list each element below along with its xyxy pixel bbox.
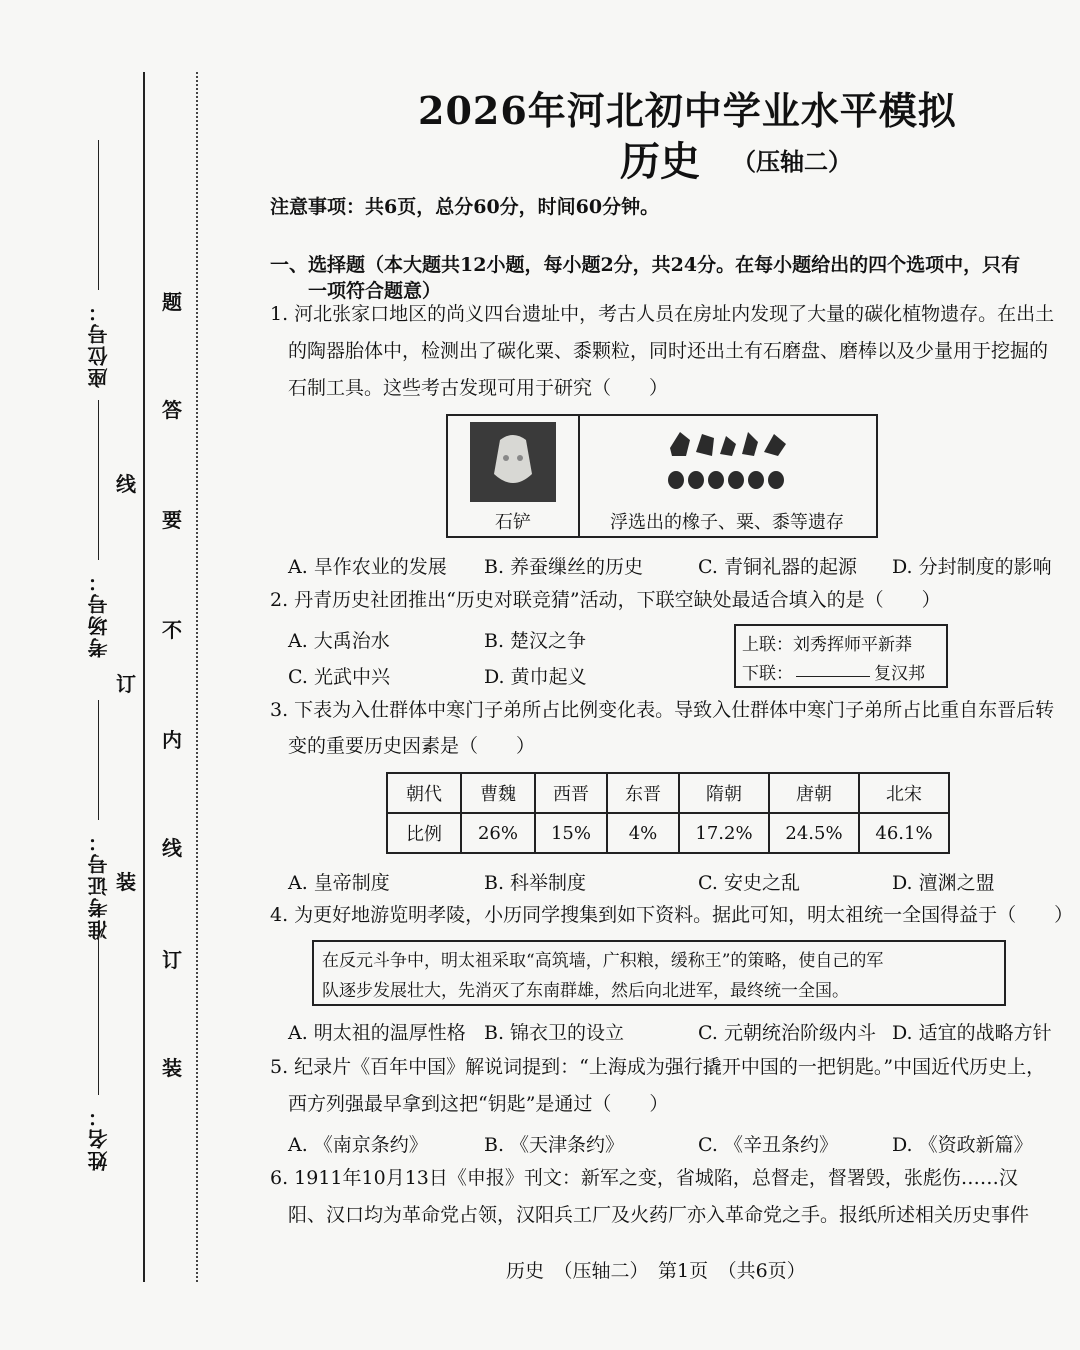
q1-option-d[interactable]: D. 分封制度的影响: [892, 556, 1052, 578]
q2-option-b[interactable]: B. 楚汉之争: [484, 630, 587, 652]
couplet-lower-suffix: 复汉邦: [874, 664, 925, 684]
table-cell: 46.1%: [859, 813, 949, 853]
warning-char-1: 题: [162, 290, 182, 314]
couplet-upper: 上联：刘秀挥师平新莽: [742, 635, 912, 655]
q3-option-c[interactable]: C. 安史之乱: [698, 872, 800, 894]
binding-char-bind: 订: [116, 672, 136, 696]
name-label: 姓名：: [87, 1105, 111, 1171]
q5-option-a[interactable]: A. 《南京条约》: [288, 1134, 428, 1156]
q4-option-d[interactable]: D. 适宜的战略方针: [892, 1022, 1052, 1044]
table-row: [387, 773, 949, 813]
table-cell: 26%: [461, 813, 535, 853]
name-blank[interactable]: [98, 935, 99, 1095]
table-header-cell: 唐朝: [769, 773, 859, 813]
q1-right-caption: 浮选出的橡子、粟、黍等遗存: [610, 512, 844, 533]
q4-option-c[interactable]: C. 元朝统治阶级内斗: [698, 1022, 876, 1044]
warning-char-4: 不: [162, 618, 182, 642]
q4-material-line1: 在反元斗争中，明太祖采取“高筑墙，广积粮，缓称王”的策略，使自己的军: [322, 951, 884, 971]
warning-char-3: 要: [162, 508, 182, 532]
q4-option-b[interactable]: B. 锦衣卫的设立: [484, 1022, 625, 1044]
exam-room-label: 考场号：: [87, 570, 111, 658]
q4-option-a[interactable]: A. 明太祖的温厚性格: [288, 1022, 466, 1044]
binding-dotted-line: [196, 72, 198, 1282]
q2-option-d[interactable]: D. 黄巾起义: [484, 666, 587, 688]
warning-char-5: 内: [162, 728, 182, 752]
edition-label: （压轴二）: [732, 147, 852, 176]
q5-option-b[interactable]: B. 《天津条约》: [484, 1134, 625, 1156]
q1-text-line2: 的陶器胎体中，检测出了碳化粟、黍颗粒，同时还出土有石磨盘、磨棒以及少量用于挖掘的: [288, 340, 1049, 362]
q5-option-c[interactable]: C. 《辛丑条约》: [698, 1134, 838, 1156]
table-header-cell: 西晋: [535, 773, 607, 813]
admission-id-label: 准考证号：: [87, 830, 111, 940]
warning-char-6: 线: [162, 836, 182, 860]
table-header-cell: 朝代: [387, 773, 461, 813]
binding-solid-line: [143, 72, 145, 1282]
binding-char-mount: 装: [116, 870, 136, 894]
exam-room-blank[interactable]: [98, 400, 99, 560]
section-heading-line2: 一项符合题意）: [308, 280, 442, 302]
q2-option-c[interactable]: C. 光武中兴: [288, 666, 390, 688]
q3-option-d[interactable]: D. 澶渊之盟: [892, 872, 995, 894]
q1-figure: [446, 414, 878, 538]
q5-text-line2: 西方列强最早拿到这把“钥匙”是通过（ ）: [288, 1093, 669, 1115]
q1-option-c[interactable]: C. 青铜礼器的起源: [698, 556, 857, 578]
q3-table: [386, 772, 950, 854]
q5-text-line1: 5. 纪录片《百年中国》解说词提到：“上海成为强行撬开中国的一把钥匙。”中国近代历史上，: [270, 1056, 1046, 1078]
exam-notice: 注意事项：共6页，总分60分，时间60分钟。: [270, 196, 660, 218]
seat-number-label: 座位号：: [87, 300, 111, 388]
table-cell: 4%: [607, 813, 679, 853]
q2-text-line1: 2. 丹青历史社团推出“历史对联竞猜”活动，下联空缺处最适合填入的是（ ）: [270, 589, 941, 611]
binding-char-line: 线: [116, 472, 136, 496]
exam-title: 2026年河北初中学业水平模拟: [418, 88, 957, 133]
q2-couplet-box: [734, 624, 948, 688]
stone-shovel-image: [470, 422, 556, 502]
q1-text-line1: 1. 河北张家口地区的尚义四台遗址中，考古人员在房址内发现了大量的碳化植物遗存。在出土: [270, 303, 1055, 325]
q1-option-a[interactable]: A. 旱作农业的发展: [288, 556, 447, 578]
seat-number-blank[interactable]: [98, 140, 99, 290]
seeds-image: [666, 426, 796, 496]
admission-id-blank[interactable]: [98, 700, 99, 820]
table-cell: 17.2%: [679, 813, 769, 853]
q1-left-caption: 石铲: [495, 512, 531, 533]
q3-text-line2: 变的重要历史因素是（ ）: [288, 735, 536, 757]
q3-option-b[interactable]: B. 科举制度: [484, 872, 587, 894]
page-footer: 历史 （压轴二） 第1页 （共6页）: [506, 1260, 806, 1282]
table-header-cell: 隋朝: [679, 773, 769, 813]
warning-char-7: 订: [162, 948, 182, 972]
warning-char-2: 答: [162, 398, 182, 422]
q1-text-line3: 石制工具。这些考古发现可用于研究（ ）: [288, 377, 669, 399]
table-row: [387, 813, 949, 853]
q3-text-line1: 3. 下表为入仕群体中寒门子弟所占比例变化表。导致入仕群体中寒门子弟所占比重自东晋后转: [270, 699, 1055, 721]
couplet-blank[interactable]: [796, 676, 870, 677]
subject-title: 历史: [620, 138, 700, 185]
q5-option-d[interactable]: D. 《资政新篇》: [892, 1134, 1033, 1156]
section-heading-line1: 一、选择题（本大题共12小题，每小题2分，共24分。在每小题给出的四个选项中，只有: [270, 254, 1021, 276]
table-cell: 比例: [387, 813, 461, 853]
table-header-cell: 北宋: [859, 773, 949, 813]
q6-text-line2: 阳、汉口均为革命党占领，汉阳兵工厂及火药厂亦入革命党之手。报纸所述相关历史事件: [288, 1204, 1030, 1226]
q4-text-line1: 4. 为更好地游览明孝陵，小历同学搜集到如下资料。据此可知，明太祖统一全国得益于（ ）: [270, 904, 1074, 926]
q3-option-a[interactable]: A. 皇帝制度: [288, 872, 390, 894]
couplet-lower-prefix: 下联：: [742, 664, 793, 684]
table-header-cell: 曹魏: [461, 773, 535, 813]
table-cell: 24.5%: [769, 813, 859, 853]
q1-option-b[interactable]: B. 养蚕缫丝的历史: [484, 556, 644, 578]
q4-material-line2: 队逐步发展壮大，先消灭了东南群雄，然后向北进军，最终统一全国。: [322, 981, 849, 1001]
q2-option-a[interactable]: A. 大禹治水: [288, 630, 390, 652]
table-header-cell: 东晋: [607, 773, 679, 813]
q4-material-box: [312, 940, 1006, 1006]
warning-char-8: 装: [162, 1056, 182, 1080]
table-cell: 15%: [535, 813, 607, 853]
q6-text-line1: 6. 1911年10月13日《申报》刊文：新军之变，省城陷，总督走，督署毁，张彪伤……汉: [270, 1167, 1018, 1189]
